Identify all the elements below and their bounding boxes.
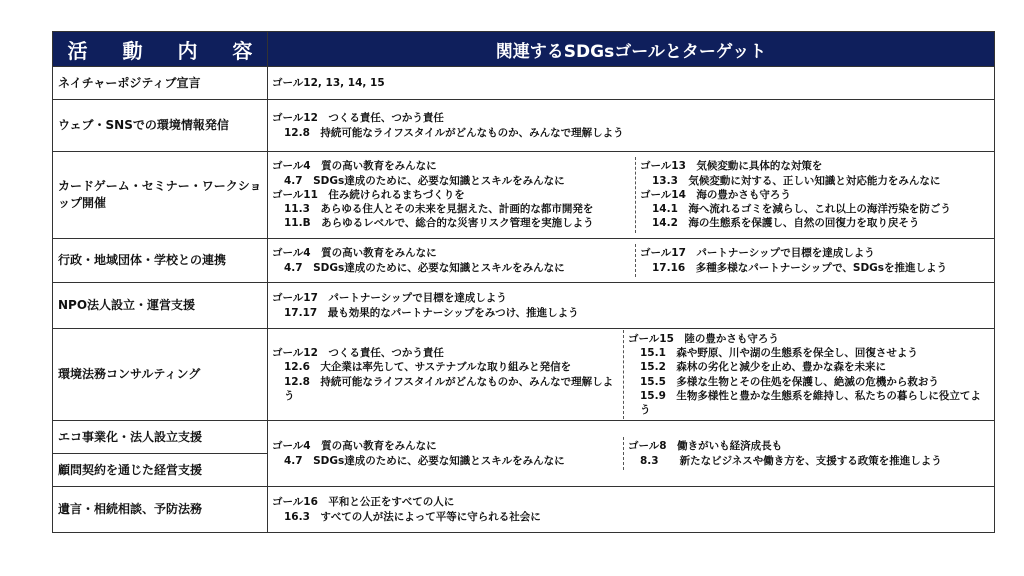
activity-cell: NPO法人設立・運営支援: [53, 283, 268, 329]
target-line: 15.2 森林の劣化と減少を止め、豊かな森を未来に: [640, 361, 886, 374]
goal-cell: [268, 152, 995, 239]
activity-cell: 顧問契約を通じた経営支援: [53, 454, 268, 487]
target-line: 16.3 すべての人が法によって平等に守られる社会に: [284, 510, 541, 523]
table-row: [53, 239, 995, 283]
activity-cell: ネイチャーポジティブ宣言: [53, 67, 268, 100]
target-line: 17.17 最も効果的なパートナーシップをみつけ、推進しよう: [284, 306, 579, 319]
goal-line: ゴール14 海の豊かさも守ろう: [640, 188, 791, 201]
goal-line: ゴール12, 13, 14, 15: [272, 76, 385, 89]
activity-cell: 環境法務コンサルティング: [53, 329, 268, 421]
goal-line: ゴール17 パートナーシップで目標を達成しよう: [640, 247, 875, 260]
target-line: 15.1 森や野原、川や湖の生態系を保全し、回復させよう: [640, 347, 918, 360]
goal-line: ゴール4 質の高い教育をみんなに: [272, 247, 437, 260]
goal-line: ゴール4 質の高い教育をみんなに: [272, 160, 437, 173]
activity-cell: カードゲーム・セミナー・ワークショップ開催: [53, 152, 268, 239]
goal-line: ゴール13 気候変動に具体的な対策を: [640, 160, 823, 173]
target-line: 15.5 多様な生物とその住処を保護し、絶滅の危機から救おう: [640, 375, 939, 388]
table-row: [53, 100, 995, 152]
table-row: [53, 67, 995, 100]
table-row: [53, 421, 995, 454]
table-row: [53, 329, 995, 421]
target-line: 4.7 SDGs達成のために、必要な知識とスキルをみんなに: [284, 174, 565, 187]
goal-column-right: [636, 244, 994, 276]
header-activities: 活 動 内 容: [53, 32, 268, 67]
goal-cell: [268, 100, 995, 152]
goal-cell: [268, 421, 995, 487]
sdgs-table: [52, 31, 995, 533]
goal-line: ゴール8 働きがいも経済成長も: [628, 440, 783, 453]
target-line: 14.1 海へ流れるゴミを減らし、これ以上の海洋汚染を防ごう: [652, 203, 951, 216]
goal-line: ゴール11 住み続けられるまちづくりを: [272, 188, 465, 201]
activity-cell: 遺言・相続相談、予防法務: [53, 487, 268, 533]
goal-column-right: [636, 157, 994, 232]
goal-cell: [268, 67, 995, 100]
target-line: 12.6 大企業は率先して、サステナブルな取り組みと発信を: [284, 361, 572, 374]
target-line: 4.7 SDGs達成のために、必要な知識とスキルをみんなに: [284, 454, 565, 467]
target-line: 13.3 気候変動に対する、正しい知識と対応能力をみんなに: [652, 174, 941, 187]
goal-column-right: [624, 330, 994, 419]
goal-column-left: [268, 157, 636, 232]
target-line: 12.8 持続可能なライフスタイルがどんなものか、みんなで理解しよう: [284, 126, 624, 139]
table-row: [53, 283, 995, 329]
goal-column-left: [268, 244, 636, 276]
header-sdgs: 関連するSDGsゴールとターゲット: [268, 32, 995, 67]
goal-line: ゴール4 質の高い教育をみんなに: [272, 440, 437, 453]
header-row: [53, 32, 995, 67]
target-line: 17.16 多種多様なパートナーシップで、SDGsを推進しよう: [652, 261, 948, 274]
goal-line: ゴール12 つくる責任、つかう責任: [272, 112, 444, 125]
goal-line: ゴール15 陸の豊かさも守ろう: [628, 332, 779, 345]
target-line: 8.3 新たなビジネスや働き方を、支援する政策を推進しよう: [640, 454, 942, 467]
goal-line: ゴール16 平和と公正をすべての人に: [272, 496, 455, 509]
goal-line: ゴール12 つくる責任、つかう責任: [272, 347, 444, 360]
target-line: 12.8 持続可能なライフスタイルがどんなものか、みんなで理解しよう: [284, 375, 614, 402]
goal-line: ゴール17 パートナーシップで目標を達成しよう: [272, 292, 507, 305]
goal-column-left: [268, 437, 624, 469]
activity-cell: エコ事業化・法人設立支援: [53, 421, 268, 454]
goal-cell: [268, 329, 995, 421]
table-row: [53, 152, 995, 239]
table-row: [53, 487, 995, 533]
goal-column-right: [624, 437, 994, 469]
goal-cell: [268, 283, 995, 329]
target-line: 11.B あらゆるレベルで、総合的な災害リスク管理を実施しよう: [284, 217, 594, 230]
goal-column-left: [268, 330, 624, 419]
goal-cell: [268, 239, 995, 283]
goal-cell: [268, 487, 995, 533]
activity-cell: ウェブ・SNSでの環境情報発信: [53, 100, 268, 152]
target-line: 15.9 生物多様性と豊かな生態系を維持し、私たちの暮らしに役立てよう: [640, 389, 981, 416]
target-line: 11.3 あらゆる住人とその未来を見据えた、計画的な都市開発を: [284, 203, 594, 216]
target-line: 4.7 SDGs達成のために、必要な知識とスキルをみんなに: [284, 261, 565, 274]
activity-cell: 行政・地域団体・学校との連携: [53, 239, 268, 283]
target-line: 14.2 海の生態系を保護し、自然の回復力を取り戻そう: [652, 217, 920, 230]
